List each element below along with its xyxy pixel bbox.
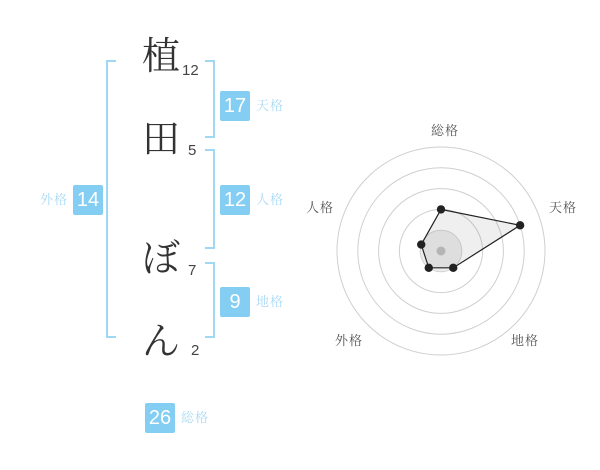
name-char-1: 植 (141, 36, 180, 78)
radar-axis-label-soukaku: 総格 (430, 123, 460, 138)
radar-axis-label-chikaku: 地格 (510, 333, 540, 348)
gaikaku-bracket (106, 60, 116, 338)
jinkaku-bracket (205, 149, 215, 249)
name-char-2: 田 (141, 119, 180, 161)
jinkaku-value-badge: 12 (220, 185, 250, 215)
gaikaku-label: 外格 (40, 192, 69, 207)
radar-axis-label-jinkaku: 人格 (305, 200, 335, 215)
name-char-4: ん (141, 321, 180, 363)
radar-axis-label-tenkaku: 天格 (548, 200, 578, 215)
tenkaku-value-badge: 17 (220, 91, 250, 121)
name-analysis-panel (0, 0, 295, 470)
soukaku-value-badge: 26 (145, 403, 175, 433)
radar-chart (295, 105, 595, 395)
tenkaku-bracket (205, 60, 215, 138)
stroke-count-4: 2 (191, 342, 200, 359)
chikaku-bracket (205, 262, 215, 338)
jinkaku-label: 人格 (256, 192, 285, 207)
stroke-count-3: 7 (188, 262, 197, 279)
chikaku-value-badge: 9 (220, 287, 250, 317)
gaikaku-value-badge: 14 (73, 185, 103, 215)
radar-axis-label-gaikaku: 外格 (334, 333, 364, 348)
stroke-count-2: 5 (188, 142, 197, 159)
soukaku-label: 総格 (181, 410, 210, 425)
chikaku-label: 地格 (256, 294, 285, 309)
tenkaku-label: 天格 (256, 98, 285, 113)
stroke-count-1: 12 (182, 62, 199, 79)
name-char-3: ぼ (141, 238, 180, 280)
radar-plot-area (334, 147, 545, 355)
